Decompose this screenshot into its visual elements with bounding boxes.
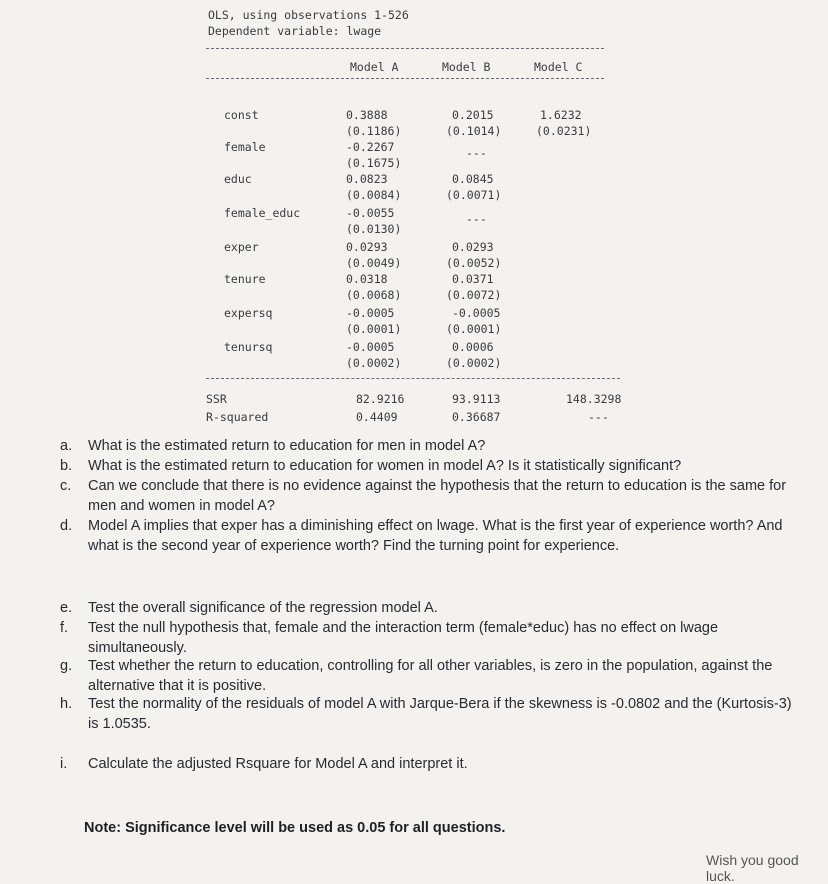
row-label: expersq	[224, 306, 273, 320]
stat-model-c: 148.3298	[566, 392, 622, 406]
stat-label: SSR	[206, 392, 227, 406]
row-label: female	[224, 140, 266, 154]
se-model-b: (0.0002)	[446, 356, 502, 370]
coef-model-b: 0.0293	[452, 240, 494, 254]
row-label: const	[224, 108, 259, 122]
coef-model-a: 0.3888	[346, 108, 388, 122]
question-item	[60, 694, 800, 734]
question-letter: h.	[60, 696, 73, 712]
coef-model-a: 0.0823	[346, 172, 388, 186]
coef-model-b: 0.0845	[452, 172, 494, 186]
coef-model-b: -0.0005	[452, 306, 501, 320]
se-model-a: (0.0130)	[346, 222, 402, 236]
question-item	[60, 436, 800, 456]
coef-model-c: 1.6232	[540, 108, 582, 122]
se-model-a: (0.1675)	[346, 156, 402, 170]
se-model-c: (0.0231)	[536, 124, 592, 138]
question-letter: g.	[60, 658, 73, 674]
stat-model-c: ---	[588, 410, 609, 424]
stat-model-a: 82.9216	[356, 392, 405, 406]
coef-model-a: -0.0005	[346, 306, 395, 320]
se-model-b: (0.1014)	[446, 124, 502, 138]
stat-model-b: 0.36687	[452, 410, 501, 424]
stat-label: R-squared	[206, 410, 269, 424]
divider-header	[206, 78, 604, 79]
question-item	[60, 754, 800, 774]
se-model-b: (0.0071)	[446, 188, 502, 202]
se-model-b: (0.0072)	[446, 288, 502, 302]
question-item	[60, 456, 800, 476]
question-letter: b.	[60, 458, 73, 474]
coef-model-a: -0.0005	[346, 340, 395, 354]
question-text: Test the overall significance of the regression model A.	[88, 600, 438, 616]
row-label: tenursq	[224, 340, 273, 354]
regression-title: OLS, using observations 1-526	[208, 8, 409, 22]
se-model-a: (0.0084)	[346, 188, 402, 202]
coef-model-b: 0.2015	[452, 108, 494, 122]
row-label: tenure	[224, 272, 266, 286]
col-header-model-b: Model B	[442, 60, 491, 74]
coef-model-a: 0.0293	[346, 240, 388, 254]
question-text: Test whether the return to education, controlling for all other variables, is zero in the population, against the alternative that it is positive.	[88, 658, 773, 694]
question-item	[60, 598, 800, 618]
row-label: educ	[224, 172, 252, 186]
dependent-variable: Dependent variable: lwage	[208, 24, 382, 38]
col-header-model-c: Model C	[534, 60, 583, 74]
coef-model-b: 0.0006	[452, 340, 494, 354]
coef-model-a: 0.0318	[346, 272, 388, 286]
col-header-model-a: Model A	[350, 60, 399, 74]
question-letter: f.	[60, 620, 69, 636]
divider-bottom	[206, 378, 620, 379]
se-model-a: (0.0001)	[346, 322, 402, 336]
se-model-b: (0.0001)	[446, 322, 502, 336]
stat-model-a: 0.4409	[356, 410, 398, 424]
question-letter: d.	[60, 518, 73, 534]
row-label: exper	[224, 240, 259, 254]
question-text: Test the normality of the residuals of model A with Jarque-Bera if the skewness is -0.0802 and the (Kurtosis-3) is 1.0535.	[88, 696, 792, 732]
row-label: female_educ	[224, 206, 301, 220]
question-text: Test the null hypothesis that, female and the interaction term (female*educ) has no effect on lwage simultaneously.	[88, 620, 719, 656]
divider-top	[206, 48, 604, 49]
se-model-a: (0.0049)	[346, 256, 402, 270]
se-model-b: (0.0052)	[446, 256, 502, 270]
question-text: Model A implies that exper has a diminishing effect on lwage. What is the first year of experience worth? And what is the second year of experience worth? Find the turning point for experience.	[88, 518, 783, 554]
question-item	[60, 618, 800, 658]
question-text: Can we conclude that there is no evidence against the hypothesis that the return to education is the same for men and women in model A?	[88, 478, 787, 514]
se-model-a: (0.0068)	[346, 288, 402, 302]
question-letter: c.	[60, 478, 72, 494]
question-text: What is the estimated return to education for men in model A?	[88, 438, 486, 454]
coef-model-b: ---	[466, 212, 487, 226]
coef-model-a: -0.0055	[346, 206, 395, 220]
question-text: What is the estimated return to education for women in model A? Is it statistically significant?	[88, 458, 682, 474]
se-model-a: (0.0002)	[346, 356, 402, 370]
stat-model-b: 93.9113	[452, 392, 501, 406]
question-item	[60, 476, 800, 516]
coef-model-a: -0.2267	[346, 140, 395, 154]
question-letter: e.	[60, 600, 73, 616]
question-item	[60, 516, 800, 556]
question-letter: a.	[60, 438, 73, 454]
se-model-a: (0.1186)	[346, 124, 402, 138]
note-text: Note: Significance level will be used as 0.05 for all questions.	[84, 820, 506, 836]
coef-model-b: 0.0371	[452, 272, 494, 286]
footer-luck: Wish you good luck.	[706, 852, 799, 884]
question-text: Calculate the adjusted Rsquare for Model A and interpret it.	[88, 756, 468, 772]
question-item	[60, 656, 800, 696]
coef-model-b: ---	[466, 146, 487, 160]
question-letter: i.	[60, 756, 68, 772]
